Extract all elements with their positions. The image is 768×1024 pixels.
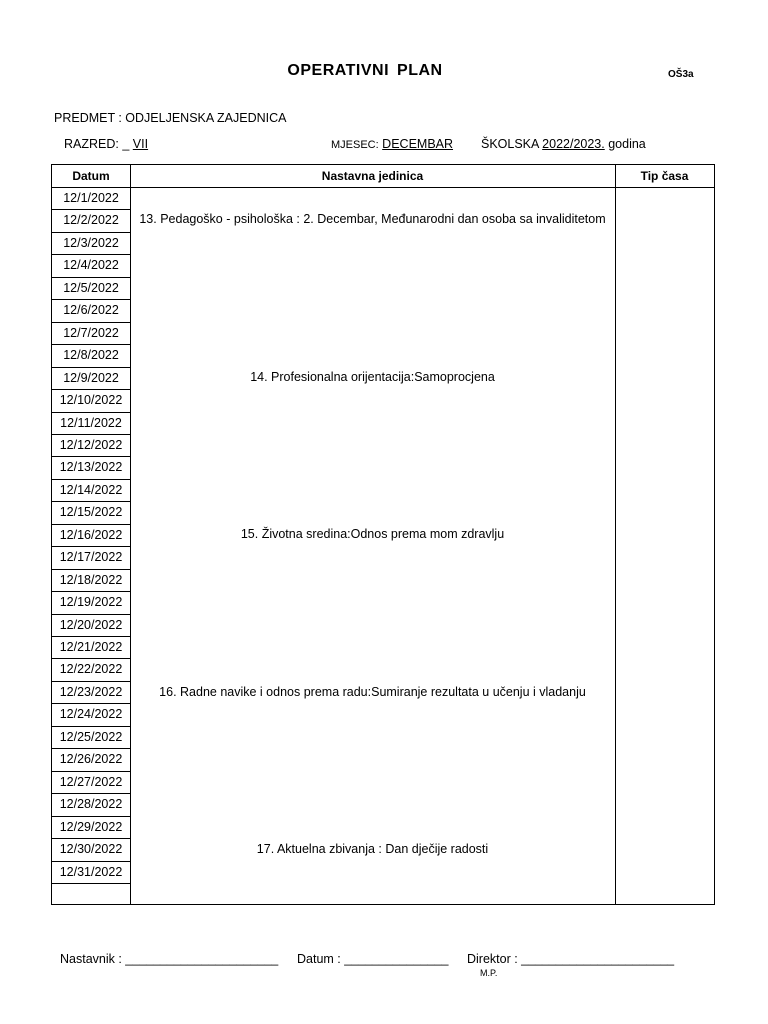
title-word-1: OPERATIVNI [287, 62, 390, 79]
razred-value: VII [132, 137, 149, 151]
date-cell: 12/6/2022 [63, 303, 119, 318]
razred-label: RAZRED: _ [64, 137, 130, 151]
date-cell: 12/31/2022 [59, 864, 123, 879]
unit-entry: 17. Aktuelna zbivanja : Dan dječije radosti [256, 842, 489, 856]
date-cell: 12/3/2022 [63, 235, 119, 250]
skolska-year: 2022/2023. [542, 137, 605, 151]
date-cell: 12/9/2022 [63, 370, 119, 385]
column-header-nastavna-jedinica: Nastavna jedinica [321, 169, 424, 183]
skolska-suffix: godina [608, 137, 646, 151]
date-cell: 12/23/2022 [59, 684, 123, 699]
date-cell: 12/30/2022 [59, 842, 123, 857]
date-cell: 12/10/2022 [59, 393, 123, 408]
date-cell: 12/17/2022 [59, 550, 123, 565]
date-cell: 12/1/2022 [63, 191, 119, 205]
predmet-line: PREDMET : ODJELJENSKA ZAJEDNICA [54, 111, 287, 125]
document-title [0, 62, 730, 80]
date-cell: 12/24/2022 [59, 707, 123, 722]
date-cell: 12/11/2022 [60, 415, 122, 430]
column-divider [615, 165, 616, 904]
footer-nastavnik: Nastavnik : ______________________ [60, 952, 279, 966]
date-cell: 12/20/2022 [59, 617, 123, 632]
date-cell: 12/15/2022 [59, 505, 123, 520]
date-row-divider [52, 883, 130, 884]
mjesec-label: MJESEC: [331, 139, 379, 151]
footer-datum: Datum : _______________ [297, 952, 449, 966]
column-header-datum: Datum [72, 169, 110, 183]
form-code: OŠ3a [668, 69, 694, 80]
date-cell: 12/21/2022 [59, 640, 123, 654]
date-cell: 12/4/2022 [63, 258, 119, 273]
date-cell: 12/29/2022 [59, 819, 123, 834]
column-header-tip-casa: Tip časa [640, 169, 689, 183]
date-cell: 12/27/2022 [59, 774, 123, 789]
date-cell: 12/28/2022 [59, 797, 123, 812]
unit-entry: 16. Radne navike i odnos prema radu:Sumiranje rezultata u učenju i vladanju [159, 685, 586, 699]
date-cell: 12/5/2022 [63, 280, 119, 295]
date-cell: 12/8/2022 [63, 348, 119, 363]
header-divider [52, 187, 714, 188]
unit-entry: 14. Profesionalna orijentacija:Samoprocjena [250, 370, 495, 384]
unit-entry: 15. Životna sredina:Odnos prema mom zdravlju [240, 527, 505, 541]
date-cell: 12/18/2022 [59, 572, 123, 587]
date-cell: 12/13/2022 [59, 460, 123, 475]
razred-line [64, 137, 148, 151]
title-word-2: PLAN [397, 62, 443, 79]
date-cell: 12/14/2022 [59, 482, 123, 497]
date-cell: 12/25/2022 [59, 729, 123, 744]
plan-table [51, 164, 715, 905]
date-cell: 12/22/2022 [59, 662, 123, 677]
date-cell: 12/16/2022 [59, 527, 123, 542]
footer-mp: M.P. [480, 968, 498, 978]
skolska-label: ŠKOLSKA [481, 137, 539, 151]
mjesec-value: DECEMBAR [382, 137, 454, 151]
date-cell: 12/2/2022 [63, 213, 119, 228]
date-cell: 12/7/2022 [63, 325, 119, 340]
unit-entry: 13. Pedagoško - psihološka : 2. Decembar, Međunarodni dan osoba sa invaliditetom [139, 212, 606, 226]
footer-direktor: Direktor : ______________________ [467, 952, 675, 966]
date-cell: 12/19/2022 [59, 595, 123, 610]
mjesec-line [331, 137, 453, 151]
skolska-line [481, 137, 646, 151]
date-cell: 12/26/2022 [59, 752, 123, 767]
date-cell: 12/12/2022 [59, 437, 123, 452]
